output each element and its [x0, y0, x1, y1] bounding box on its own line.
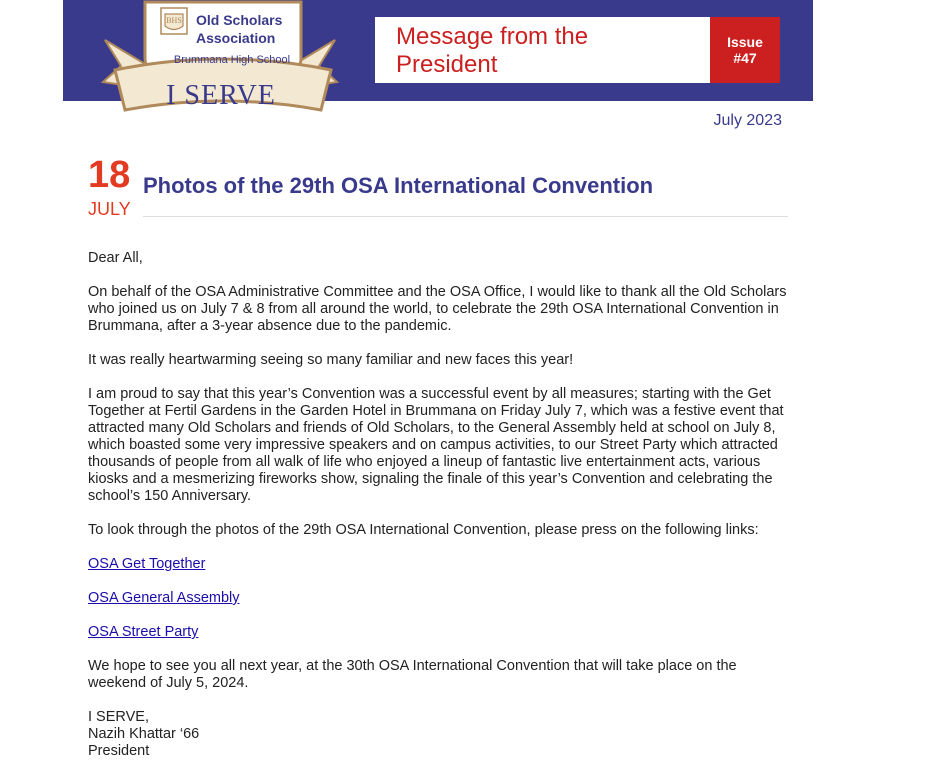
paragraph-convention: I am proud to say that this year’s Convention was a successful event by all measures; starting with the Get Together at Fertil Gardens in the Garden Hotel in Brummana on Friday July 7, which was a festive event that attracted many Old Scholars and friends of Old Scholars, to the General Assembly held at school on July 8, which boasted some very impressive speakers and on campus activities, to our Street Party which attracted thousands of people from all walk of life who enjoyed a lineup of fantastic live entertainment acts, various kiosks and a mesmerizing fireworks show, signaling the finale of this year’s Convention and celebrating the school’s 150 Anniversary.: [88, 386, 784, 504]
title-divider: [143, 216, 788, 217]
link-street-party[interactable]: OSA Street Party: [88, 624, 199, 640]
signature: [88, 709, 788, 760]
message-title-box: [375, 17, 780, 83]
article-day: 18: [88, 154, 131, 196]
logo-motto: I SERVE: [166, 80, 276, 111]
link-general-assembly[interactable]: OSA General Assembly: [88, 590, 240, 606]
issue-number: #47: [733, 50, 757, 66]
svg-text:BHS: BHS: [166, 16, 182, 25]
greeting: Dear All,: [88, 250, 143, 266]
signature-motto: I SERVE,: [88, 709, 149, 725]
article-month: JULY: [88, 199, 131, 219]
logo-title: Old Scholars Association: [196, 12, 283, 46]
paragraph-thanks: On behalf of the OSA Administrative Committee and the OSA Office, I would like to thank all the Old Scholars who joined us on July 7 & 8 from all around the world, to celebrate the 29th OSA International Convention in Brummana, after a 3-year absence due to the pandemic.: [88, 284, 787, 334]
paragraph-heartwarming: It was really heartwarming seeing so many familiar and new faces this year!: [88, 352, 574, 368]
link-item: [88, 624, 788, 641]
logo-subtitle: Brummana High School: [173, 54, 291, 66]
issue-badge: [710, 17, 780, 83]
message-title: Message from the President: [396, 23, 589, 78]
logo-text: [95, 0, 345, 124]
signature-role: President: [88, 743, 150, 759]
link-item: [88, 590, 788, 607]
paragraph-links-intro: To look through the photos of the 29th OSA International Convention, please press on the following links:: [88, 522, 759, 538]
issue-label: Issue: [727, 34, 763, 50]
link-get-together[interactable]: OSA Get Together: [88, 556, 206, 572]
issue-date: July 2023: [713, 112, 782, 129]
paragraph-next-year: We hope to see you all next year, at the 30th OSA International Convention that will take place on the weekend of July 5, 2024.: [88, 658, 737, 691]
signature-name: Nazih Khattar ‘66: [88, 726, 200, 742]
link-item: [88, 556, 788, 573]
article-title: Photos of the 29th OSA International Convention: [143, 173, 654, 198]
article-body: [88, 250, 788, 760]
osa-logo[interactable]: [95, 0, 345, 124]
